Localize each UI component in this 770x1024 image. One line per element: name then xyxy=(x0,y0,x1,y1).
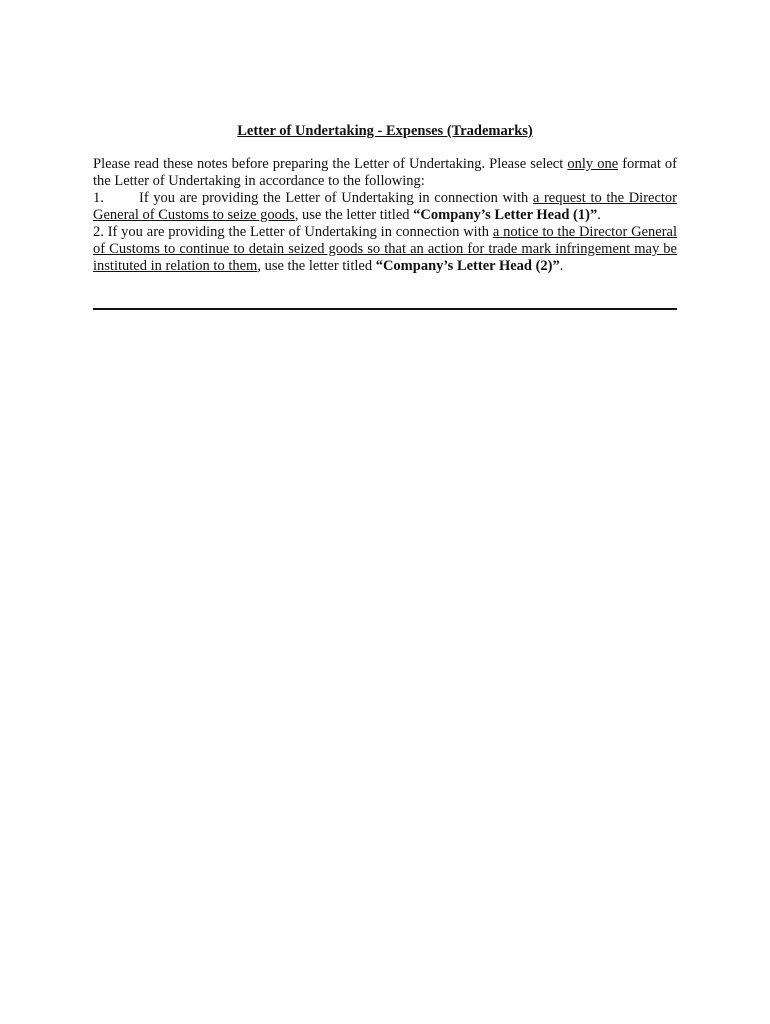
item-2-text-after: . xyxy=(559,258,564,274)
document-body xyxy=(93,122,677,310)
item-2-text-middle: , use the letter titled xyxy=(257,258,376,274)
intro-text-after: format of the Letter of Undertaking in accordance to the following: xyxy=(93,156,677,189)
item-1-letter-title: “Company’s Letter Head (1)” xyxy=(413,207,598,223)
item-1-number: 1. xyxy=(93,190,104,206)
intro-paragraph xyxy=(93,156,677,190)
item-1-underlined-text: a request to the Director General of Customs to seize goods xyxy=(93,190,678,223)
item-1-text-before: If you are providing the Letter of Undertaking in connection with xyxy=(139,190,533,206)
item-1-text-after: . xyxy=(597,207,601,223)
intro-text-before: Please read these notes before preparing the Letter of Undertaking. Please select xyxy=(93,156,568,172)
item-2-letter-title: “Company’s Letter Head (2)” xyxy=(375,258,560,274)
item-2-text-before: 2. If you are providing the Letter of Undertaking in connection with xyxy=(93,224,493,240)
item-2-underlined-text: a notice to the Director General of Customs to continue to detain seized goods so that an action for trade mark infringement may be instituted in relation to them xyxy=(93,224,677,274)
document-title: Letter of Undertaking - Expenses (Trademarks) xyxy=(237,123,533,139)
instruction-item-2 xyxy=(93,224,677,275)
item-1-text-middle: , use the letter titled xyxy=(294,207,414,223)
intro-underlined-text: only one xyxy=(567,156,619,172)
horizontal-divider xyxy=(93,308,677,310)
instruction-item-1 xyxy=(93,190,677,224)
